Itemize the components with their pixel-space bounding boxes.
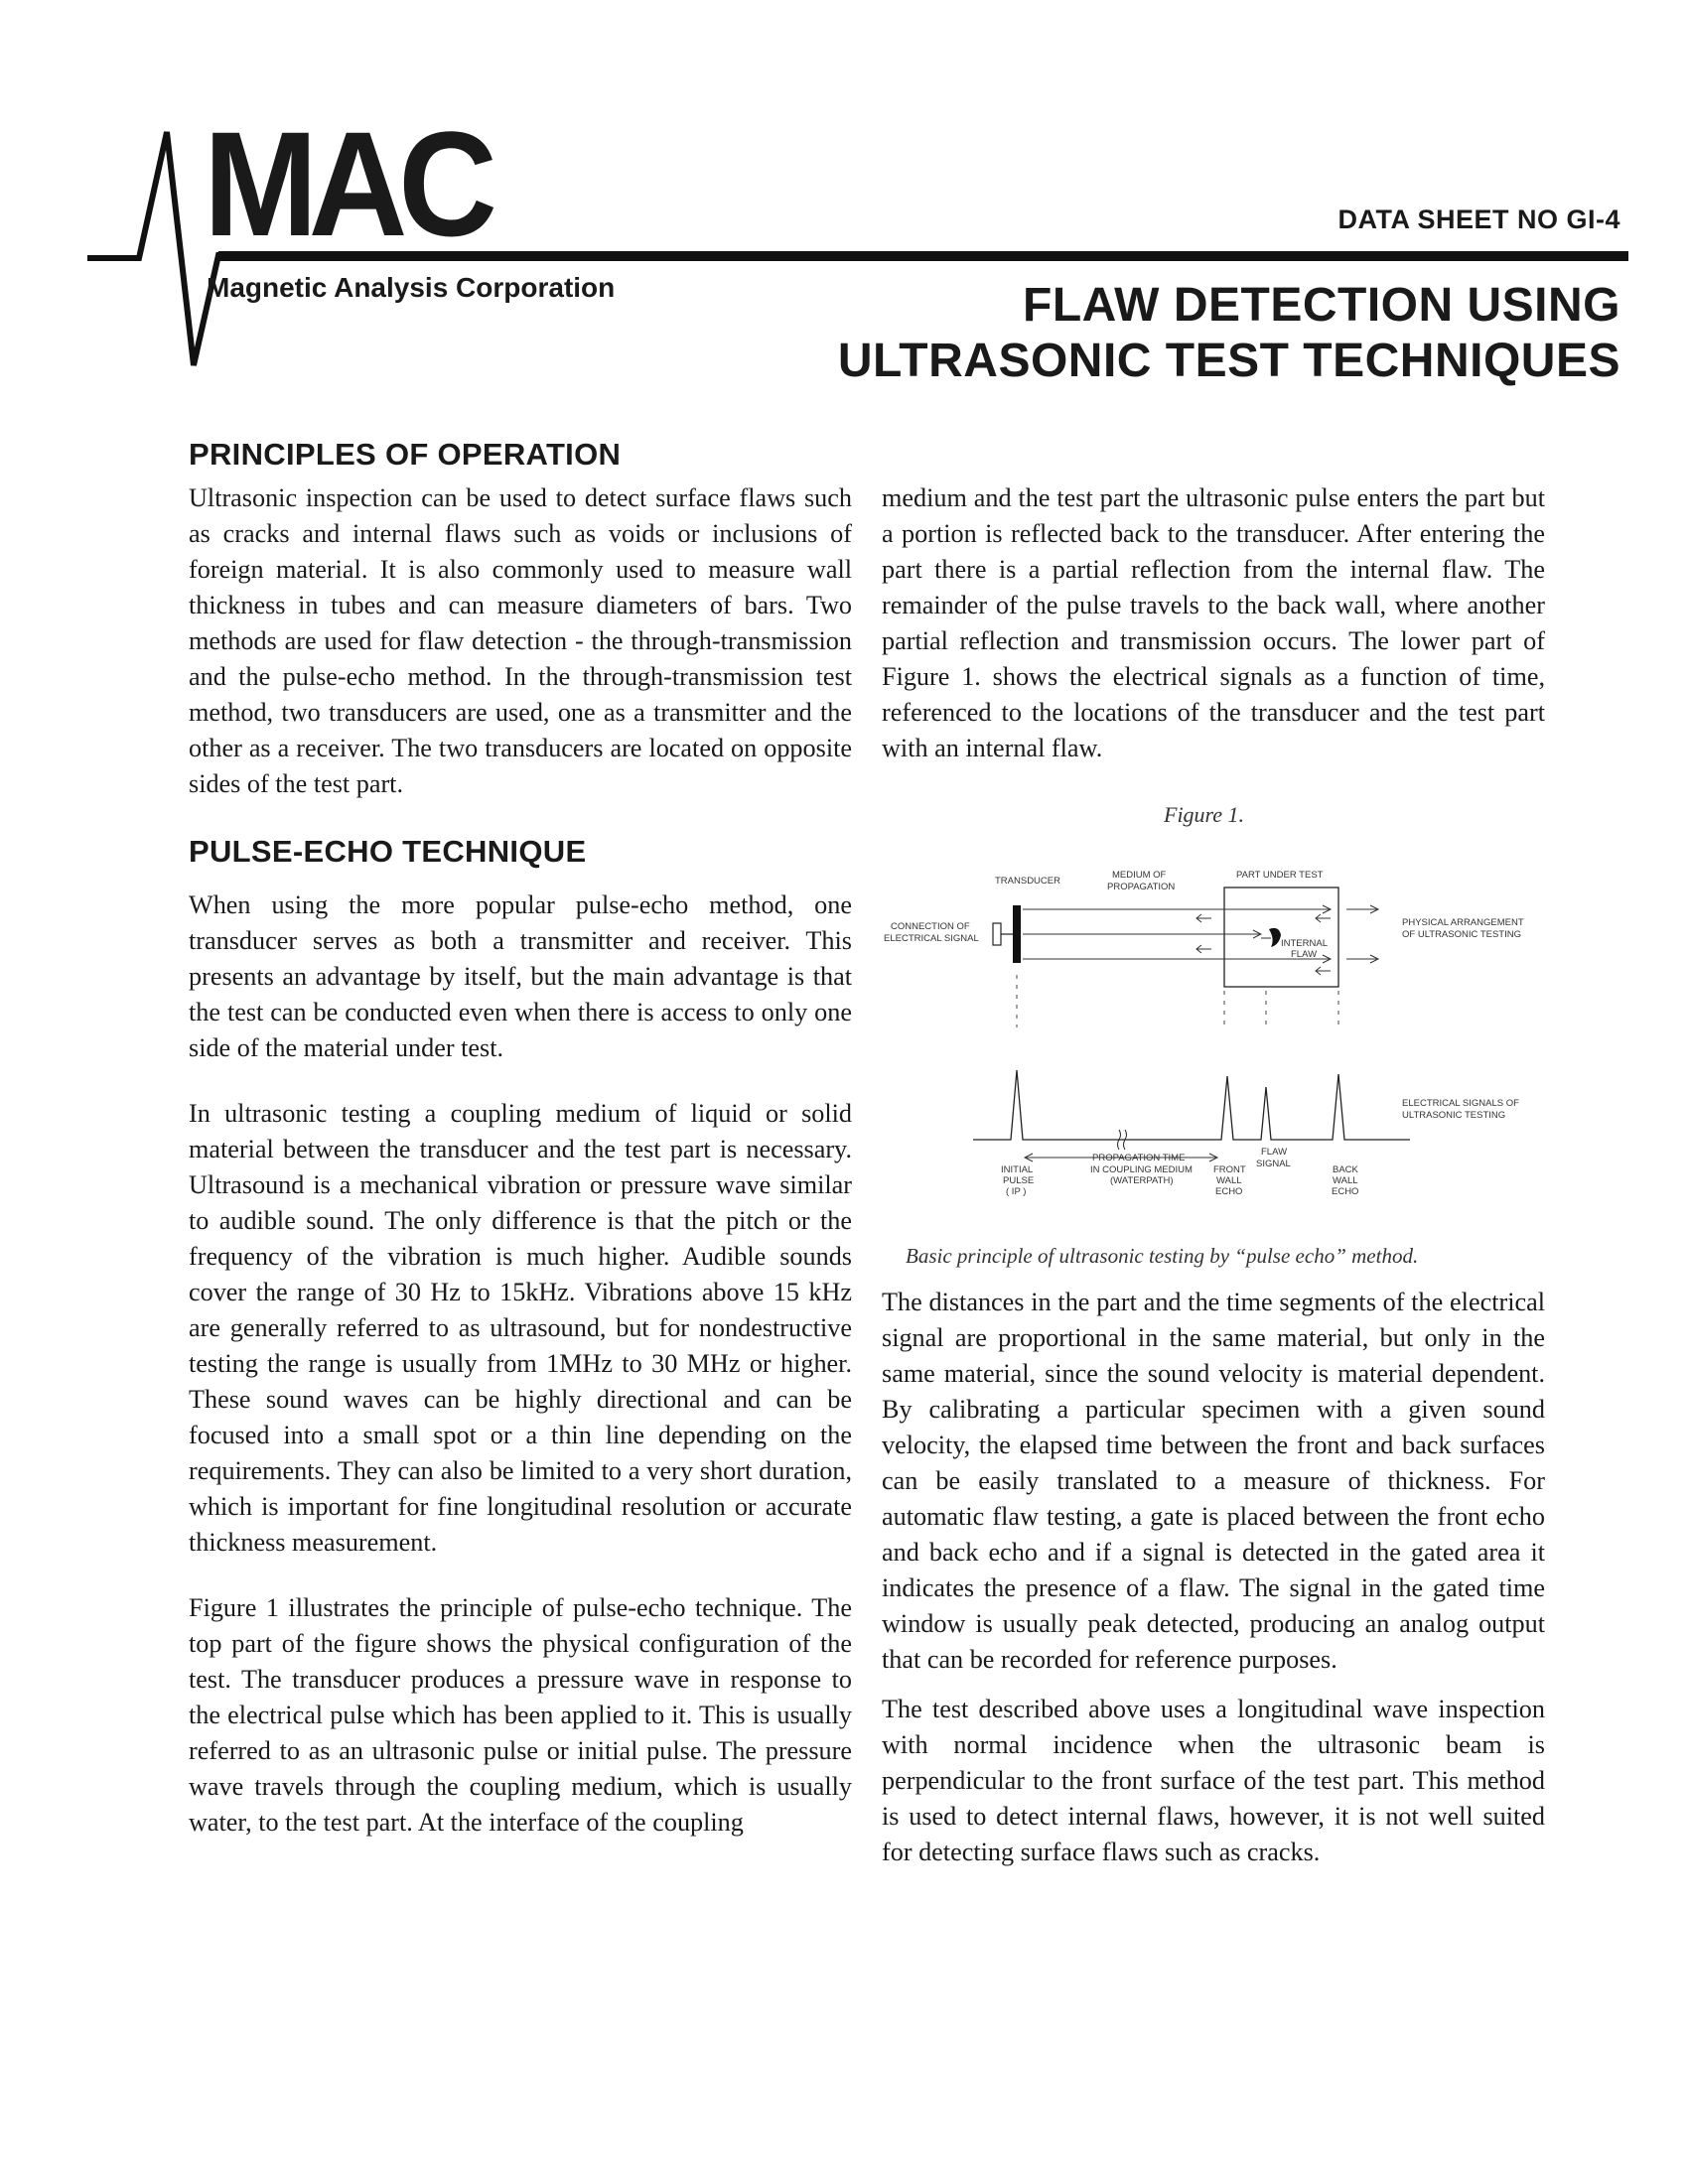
label-electrical-2: ULTRASONIC TESTING [1402, 1110, 1506, 1121]
heading-principles: PRINCIPLES OF OPERATION [189, 437, 622, 472]
logo-wordmark: MAC [204, 100, 489, 267]
internal-flaw-shape [1269, 928, 1281, 947]
label-back-1: BACK [1333, 1164, 1358, 1175]
label-transducer: TRANSDUCER [995, 876, 1060, 887]
figure-1-diagram [874, 864, 1549, 1221]
figure-label: Figure 1. [1164, 802, 1245, 827]
label-back-3: ECHO [1332, 1186, 1359, 1197]
left-column [189, 437, 852, 1841]
label-flaw-2: SIGNAL [1256, 1159, 1291, 1169]
label-internal-1: INTERNAL [1281, 938, 1328, 949]
label-connection-2: ELECTRICAL SIGNAL [884, 933, 979, 944]
label-front-2: WALL [1216, 1175, 1242, 1186]
label-prop-time: PROPAGATION TIME [1092, 1153, 1186, 1163]
test-part-box [1224, 887, 1338, 987]
paragraph-pulse-echo-6: The test described above uses a longitudinal wave inspection with normal incidence when the ultrasonic beam is perpendicular to the front surface of the test part. This method is used to detect internal flaws, however, it is not well suited for detecting surface flaws such as cracks. [882, 1695, 1545, 1866]
data-sheet-number: DATA SHEET NO GI-4 [1337, 205, 1620, 234]
label-prop-waterpath: (WATERPATH) [1110, 1175, 1174, 1186]
page-title-line-2: ULTRASONIC TEST TECHNIQUES [837, 335, 1620, 387]
label-physical-2: OF ULTRASONIC TESTING [1402, 929, 1521, 940]
label-front-1: FRONT [1213, 1164, 1246, 1175]
signal-trace [973, 1070, 1410, 1140]
paragraph-pulse-echo-5: The distances in the part and the time segments of the electrical signal are proportional in the same material, but only in the same material, since the sound velocity is material dependent. By calibrating a particular specimen with a given sound velocity, the elapsed time between the front and back surfaces can be easily translated to a measure of thickness. For automatic flaw testing, a gate is placed between the front echo and back echo and if a signal is detected in the gated area it indicates the presence of a flaw. The signal in the gated time window is usually peak detected, producing an analog output that can be recorded for reference purposes. [882, 1288, 1545, 1674]
paragraph-pulse-echo-3: Figure 1 illustrates the principle of pulse-echo technique. The top part of the figure shows the physical configuration of the test. The transducer produces a pressure wave in response to the electrical pulse which has been applied to it. This is usually referred to as an ultrasonic pulse or initial pulse. The pressure wave travels through the coupling medium, which is usually water, to the test part. At the interface of the coupling [189, 1593, 852, 1837]
label-internal-2: FLAW [1291, 949, 1318, 960]
label-initial-3: ( IP ) [1006, 1186, 1027, 1197]
label-initial-2: PULSE [1003, 1175, 1035, 1186]
label-part-under-test: PART UNDER TEST [1236, 870, 1324, 881]
paragraph-pulse-echo-2: In ultrasonic testing a coupling medium of liquid or solid material between the transducer and the test part is necessary. Ultrasound is a mechanical vibration or pressure wave similar to audible sound. The only difference is that the pitch or the frequency of the vibration is much higher. Audible sounds cover the range of 30 Hz to 15kHz. Vibrations above 15 kHz are generally referred to as ultrasound, but for nondestructive testing the range is usually from 1MHz to 30 MHz or higher. These sound waves can be highly directional and can be focused into a small spot or a thin line depending on the requirements. They can also be limited to a very short duration, which is important for fine longitudinal resolution or accurate thickness measurement. [189, 1099, 852, 1557]
label-initial-1: INITIAL [1001, 1164, 1034, 1175]
label-physical-1: PHYSICAL ARRANGEMENT [1402, 917, 1524, 928]
label-back-2: WALL [1333, 1175, 1358, 1186]
connector-shape [993, 923, 1001, 945]
label-prop-medium: IN COUPLING MEDIUM [1090, 1164, 1193, 1175]
right-column-lower [882, 1285, 1545, 1870]
company-name: Magnetic Analysis Corporation [207, 272, 616, 303]
page-title [838, 278, 1620, 389]
label-flaw-1: FLAW [1261, 1147, 1288, 1158]
heading-pulse-echo: PULSE-ECHO TECHNIQUE [189, 834, 587, 869]
label-medium-2: PROPAGATION [1107, 882, 1176, 892]
label-front-3: ECHO [1215, 1186, 1243, 1197]
label-connection-1: CONNECTION OF [891, 921, 970, 932]
label-electrical-1: ELECTRICAL SIGNALS OF [1402, 1098, 1519, 1109]
paragraph-principles: Ultrasonic inspection can be used to detect surface flaws such as cracks and internal flaws such as voids or inclusions of foreign material. It is also commonly used to measure wall thickness in tubes and can measure diameters of bars. Two methods are used for flaw detection - the through-transmission and the pulse-echo method. In the through-transmission test method, two transducers are used, one as a transmitter and the other as a receiver. The two transducers are located on opposite sides of the test part. [189, 483, 852, 798]
paragraph-pulse-echo-4: medium and the test part the ultrasonic pulse enters the part but a portion is reflected back to the transducer. After entering the part there is a partial reflection from the internal flaw. The remainder of the pulse travels to the back wall, where another partial reflection and transmission occurs. The lower part of Figure 1. shows the electrical signals as a function of time, referenced to the locations of the transducer and the test part with an internal flaw. [882, 483, 1545, 762]
figure-caption: Basic principle of ultrasonic testing by “pulse echo” method. [906, 1244, 1419, 1268]
transducer-shape [1013, 905, 1021, 963]
label-medium-1: MEDIUM OF [1112, 870, 1167, 881]
right-column [882, 480, 1545, 766]
paragraph-pulse-echo-1: When using the more popular pulse-echo method, one transducer serves as both a transmitter and receiver. This presents an advantage by itself, but the main advantage is that the test can be conducted even when there is access to only one side of the material under test. [189, 890, 852, 1062]
page-title-line-1: FLAW DETECTION USING [1023, 279, 1620, 332]
